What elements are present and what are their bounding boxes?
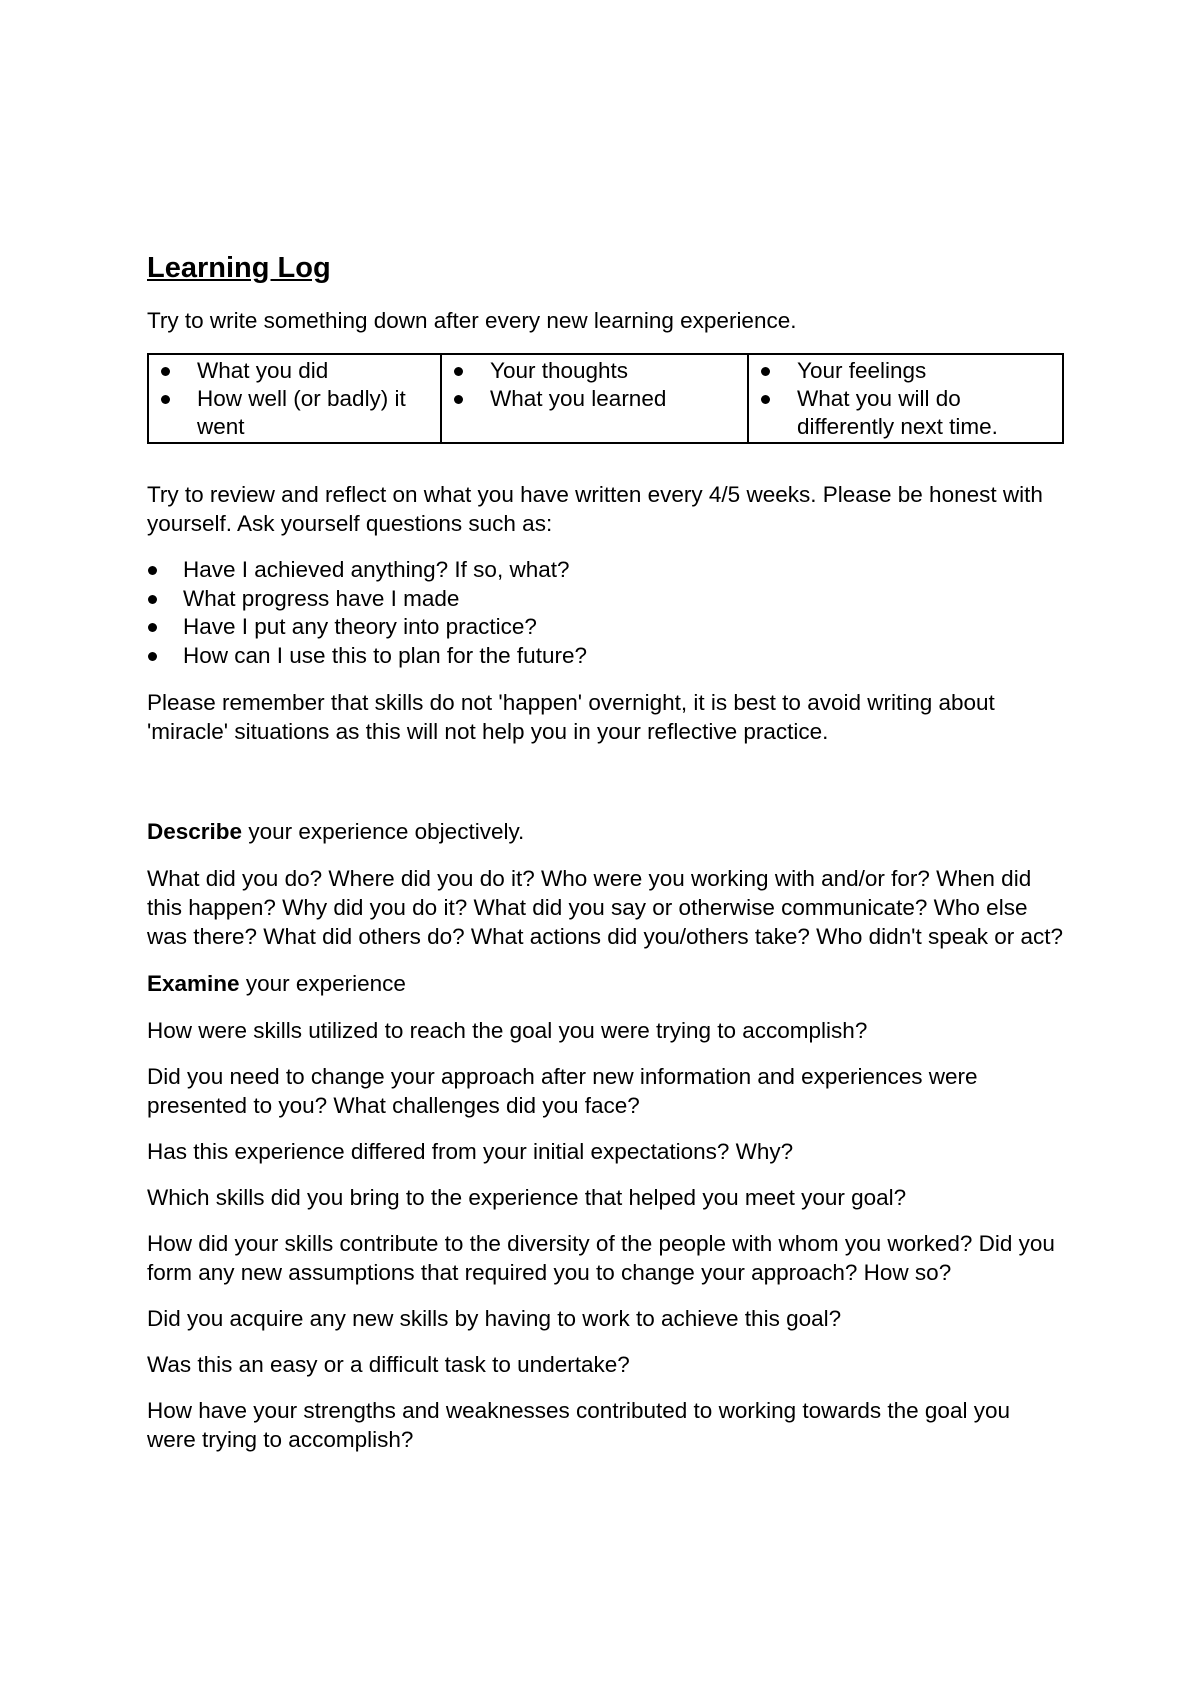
intro-text: Try to write something down after every new learning experience. (147, 308, 797, 333)
describe-heading (147, 817, 1064, 846)
describe-questions: What did you do? Where did you do it? Who were you working with and/or for? When did this happen? Why did you do it? What did you say or otherwise communicate? Who else was there? What did others do? What actions did you/others take? Who didn't speak or act? (147, 866, 1064, 949)
review-question-list (147, 556, 1064, 670)
section-spacer (147, 764, 1064, 817)
review-question: Have I achieved anything? If so, what? (147, 556, 1064, 585)
describe-keyword: Describe (147, 819, 243, 844)
examine-question-list (147, 1016, 1064, 1454)
prompt-item: Your thoughts (452, 357, 743, 385)
prompt-grid-cell-actions (149, 355, 442, 442)
examine-question: Has this experience differed from your initial expectations? Why? (147, 1139, 794, 1164)
examine-heading-rest: your experience (239, 971, 406, 996)
review-text: Try to review and reflect on what you have written every 4/5 weeks. Please be honest with yourself. Ask yourself questions such as: (147, 482, 1043, 536)
prompt-grid-cell-thoughts (442, 355, 749, 442)
describe-heading-rest: your experience objectively. (242, 819, 525, 844)
examine-keyword: Examine (147, 971, 240, 996)
examine-question: How did your skills contribute to the diversity of the people with whom you worked? Did you form any new assumptions that required you to change your approach? How so? (147, 1231, 1055, 1285)
examine-question: Which skills did you bring to the experience that helped you meet your goal? (147, 1185, 907, 1210)
page-title: Learning Log (147, 252, 331, 284)
prompt-item: What you learned (452, 385, 743, 413)
examine-question: How have your strengths and weaknesses contributed to working towards the goal you were trying to accomplish? (147, 1398, 1010, 1452)
examine-question: Did you acquire any new skills by having to work to achieve this goal? (147, 1306, 842, 1331)
document-content (147, 250, 1064, 1471)
prompt-grid (147, 353, 1064, 444)
review-question: Have I put any theory into practice? (147, 613, 1064, 642)
prompt-item: Your feelings (759, 357, 1058, 385)
examine-question: Was this an easy or a difficult task to undertake? (147, 1352, 630, 1377)
reminder-text: Please remember that skills do not 'happen' overnight, it is best to avoid writing about 'miracle' situations as this will not help you in your reflective practice. (147, 690, 995, 744)
prompt-item: What you did (159, 357, 436, 385)
examine-question: Did you need to change your approach after new information and experiences were presented to you? What challenges did you face? (147, 1064, 978, 1118)
review-question: What progress have I made (147, 585, 1064, 614)
prompt-item: What you will do differently next time. (759, 385, 1058, 441)
examine-heading (147, 969, 1064, 998)
prompt-grid-cell-feelings (749, 355, 1062, 442)
prompt-item: How well (or badly) it went (159, 385, 436, 441)
examine-question: How were skills utilized to reach the goal you were trying to accomplish? (147, 1018, 868, 1043)
review-question: How can I use this to plan for the future? (147, 642, 1064, 671)
